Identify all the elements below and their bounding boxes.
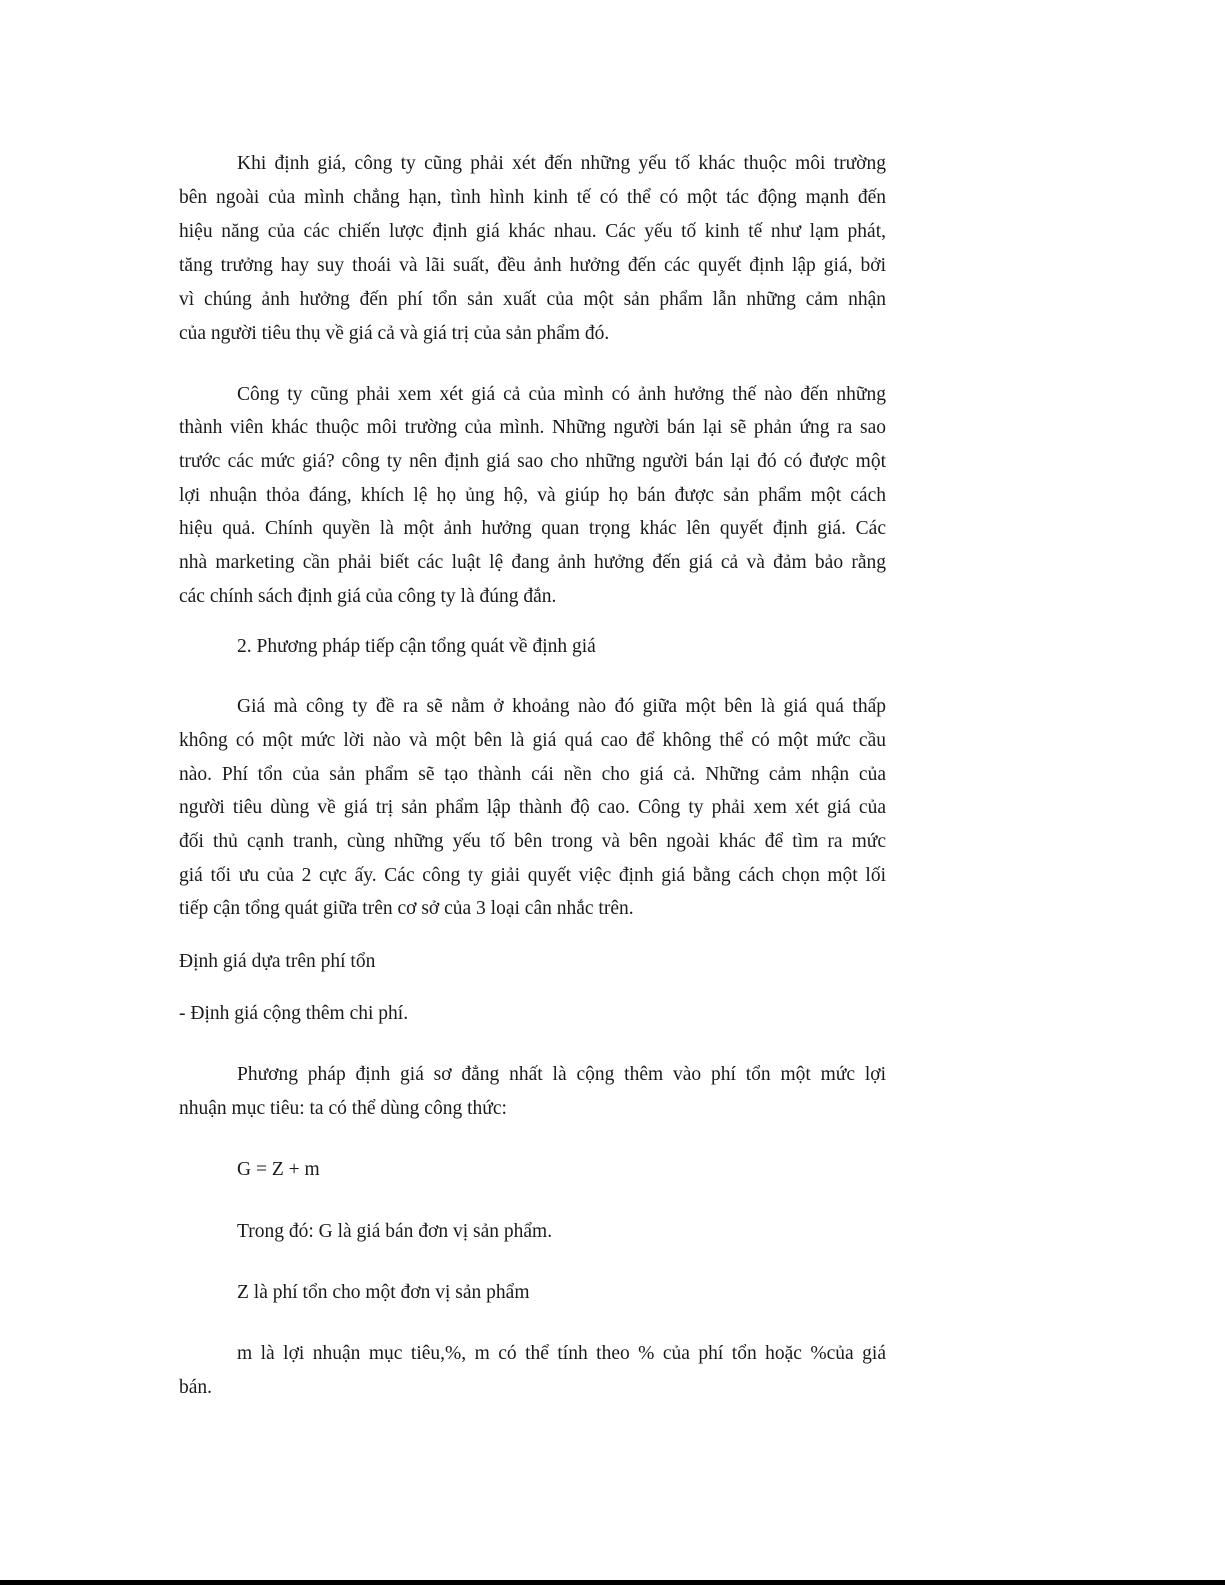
- definition-line: m là lợi nhuận mục tiêu,%, m có thể tính theo % của phí tổn hoặc %của giá: [237, 1343, 886, 1364]
- text-line: trước các mức giá? công ty nên định giá sao cho những người bán lại đó có được một: [179, 451, 886, 472]
- formula: G = Z + m: [237, 1159, 320, 1180]
- text-line: tăng trưởng hay suy thoái và lãi suất, đều ảnh hưởng đến các quyết định lập giá, bởi: [179, 255, 886, 276]
- text-line: vì chúng ảnh hưởng đến phí tổn sản xuất của một sản phẩm lẫn những cảm nhận: [179, 289, 886, 310]
- text-line: không có một mức lời nào và một bên là giá quá cao để không thể có một mức cầu: [179, 730, 886, 751]
- text-line: Công ty cũng phải xem xét giá cả của mình có ảnh hưởng thế nào đến những: [237, 384, 886, 405]
- text-line: Giá mà công ty đề ra sẽ nằm ở khoảng nào đó giữa một bên là giá quá thấp: [237, 696, 886, 717]
- text-line: nhuận mục tiêu: ta có thể dùng công thức:: [179, 1098, 507, 1119]
- text-line: tiếp cận tổng quát giữa trên cơ sở của 3 loại cân nhắc trên.: [179, 898, 634, 919]
- text-line: đối thủ cạnh tranh, cùng những yếu tố bên trong và bên ngoài khác để tìm ra mức: [179, 831, 886, 852]
- text-line: của người tiêu thụ về giá cả và giá trị của sản phẩm đó.: [179, 323, 610, 344]
- text-line: giá tối ưu của 2 cực ấy. Các công ty giải quyết việc định giá bằng cách chọn một lối: [179, 865, 886, 886]
- bottom-border: [0, 1580, 1225, 1585]
- text-line: bên ngoài của mình chẳng hạn, tình hình kinh tế có thể có một tác động mạnh đến: [179, 187, 886, 208]
- subheading: Định giá dựa trên phí tổn: [179, 951, 376, 972]
- text-line: nào. Phí tổn của sản phẩm sẽ tạo thành cái nền cho giá cả. Những cảm nhận của: [179, 764, 886, 785]
- text-line: hiệu quả. Chính quyền là một ảnh hưởng quan trọng khác lên quyết định giá. Các: [179, 518, 886, 539]
- text-line: Khi định giá, công ty cũng phải xét đến những yếu tố khác thuộc môi trường: [237, 153, 886, 174]
- definition-line: Z là phí tổn cho một đơn vị sản phẩm: [237, 1282, 530, 1303]
- text-line: lợi nhuận thỏa đáng, khích lệ họ ủng hộ, và giúp họ bán được sản phẩm một cách: [179, 485, 886, 506]
- text-line: hiệu năng của các chiến lược định giá khác nhau. Các yếu tố kinh tế như lạm phát,: [179, 221, 886, 242]
- section-heading: 2. Phương pháp tiếp cận tổng quát về định giá: [237, 636, 596, 657]
- definition-line: bán.: [179, 1377, 213, 1398]
- text-line: các chính sách định giá của công ty là đúng đắn.: [179, 586, 557, 607]
- definition-line: Trong đó: G là giá bán đơn vị sản phẩm.: [237, 1221, 553, 1242]
- subheading: - Định giá cộng thêm chi phí.: [179, 1003, 409, 1024]
- text-line: nhà marketing cần phải biết các luật lệ đang ảnh hưởng đến giá cả và đảm bảo rằng: [179, 552, 886, 573]
- text-line: Phương pháp định giá sơ đẳng nhất là cộng thêm vào phí tổn một mức lợi: [237, 1064, 886, 1085]
- text-line: thành viên khác thuộc môi trường của mình. Những người bán lại sẽ phản ứng ra sao: [179, 417, 886, 438]
- text-line: người tiêu dùng về giá trị sản phẩm lập thành độ cao. Công ty phải xem xét giá của: [179, 797, 886, 818]
